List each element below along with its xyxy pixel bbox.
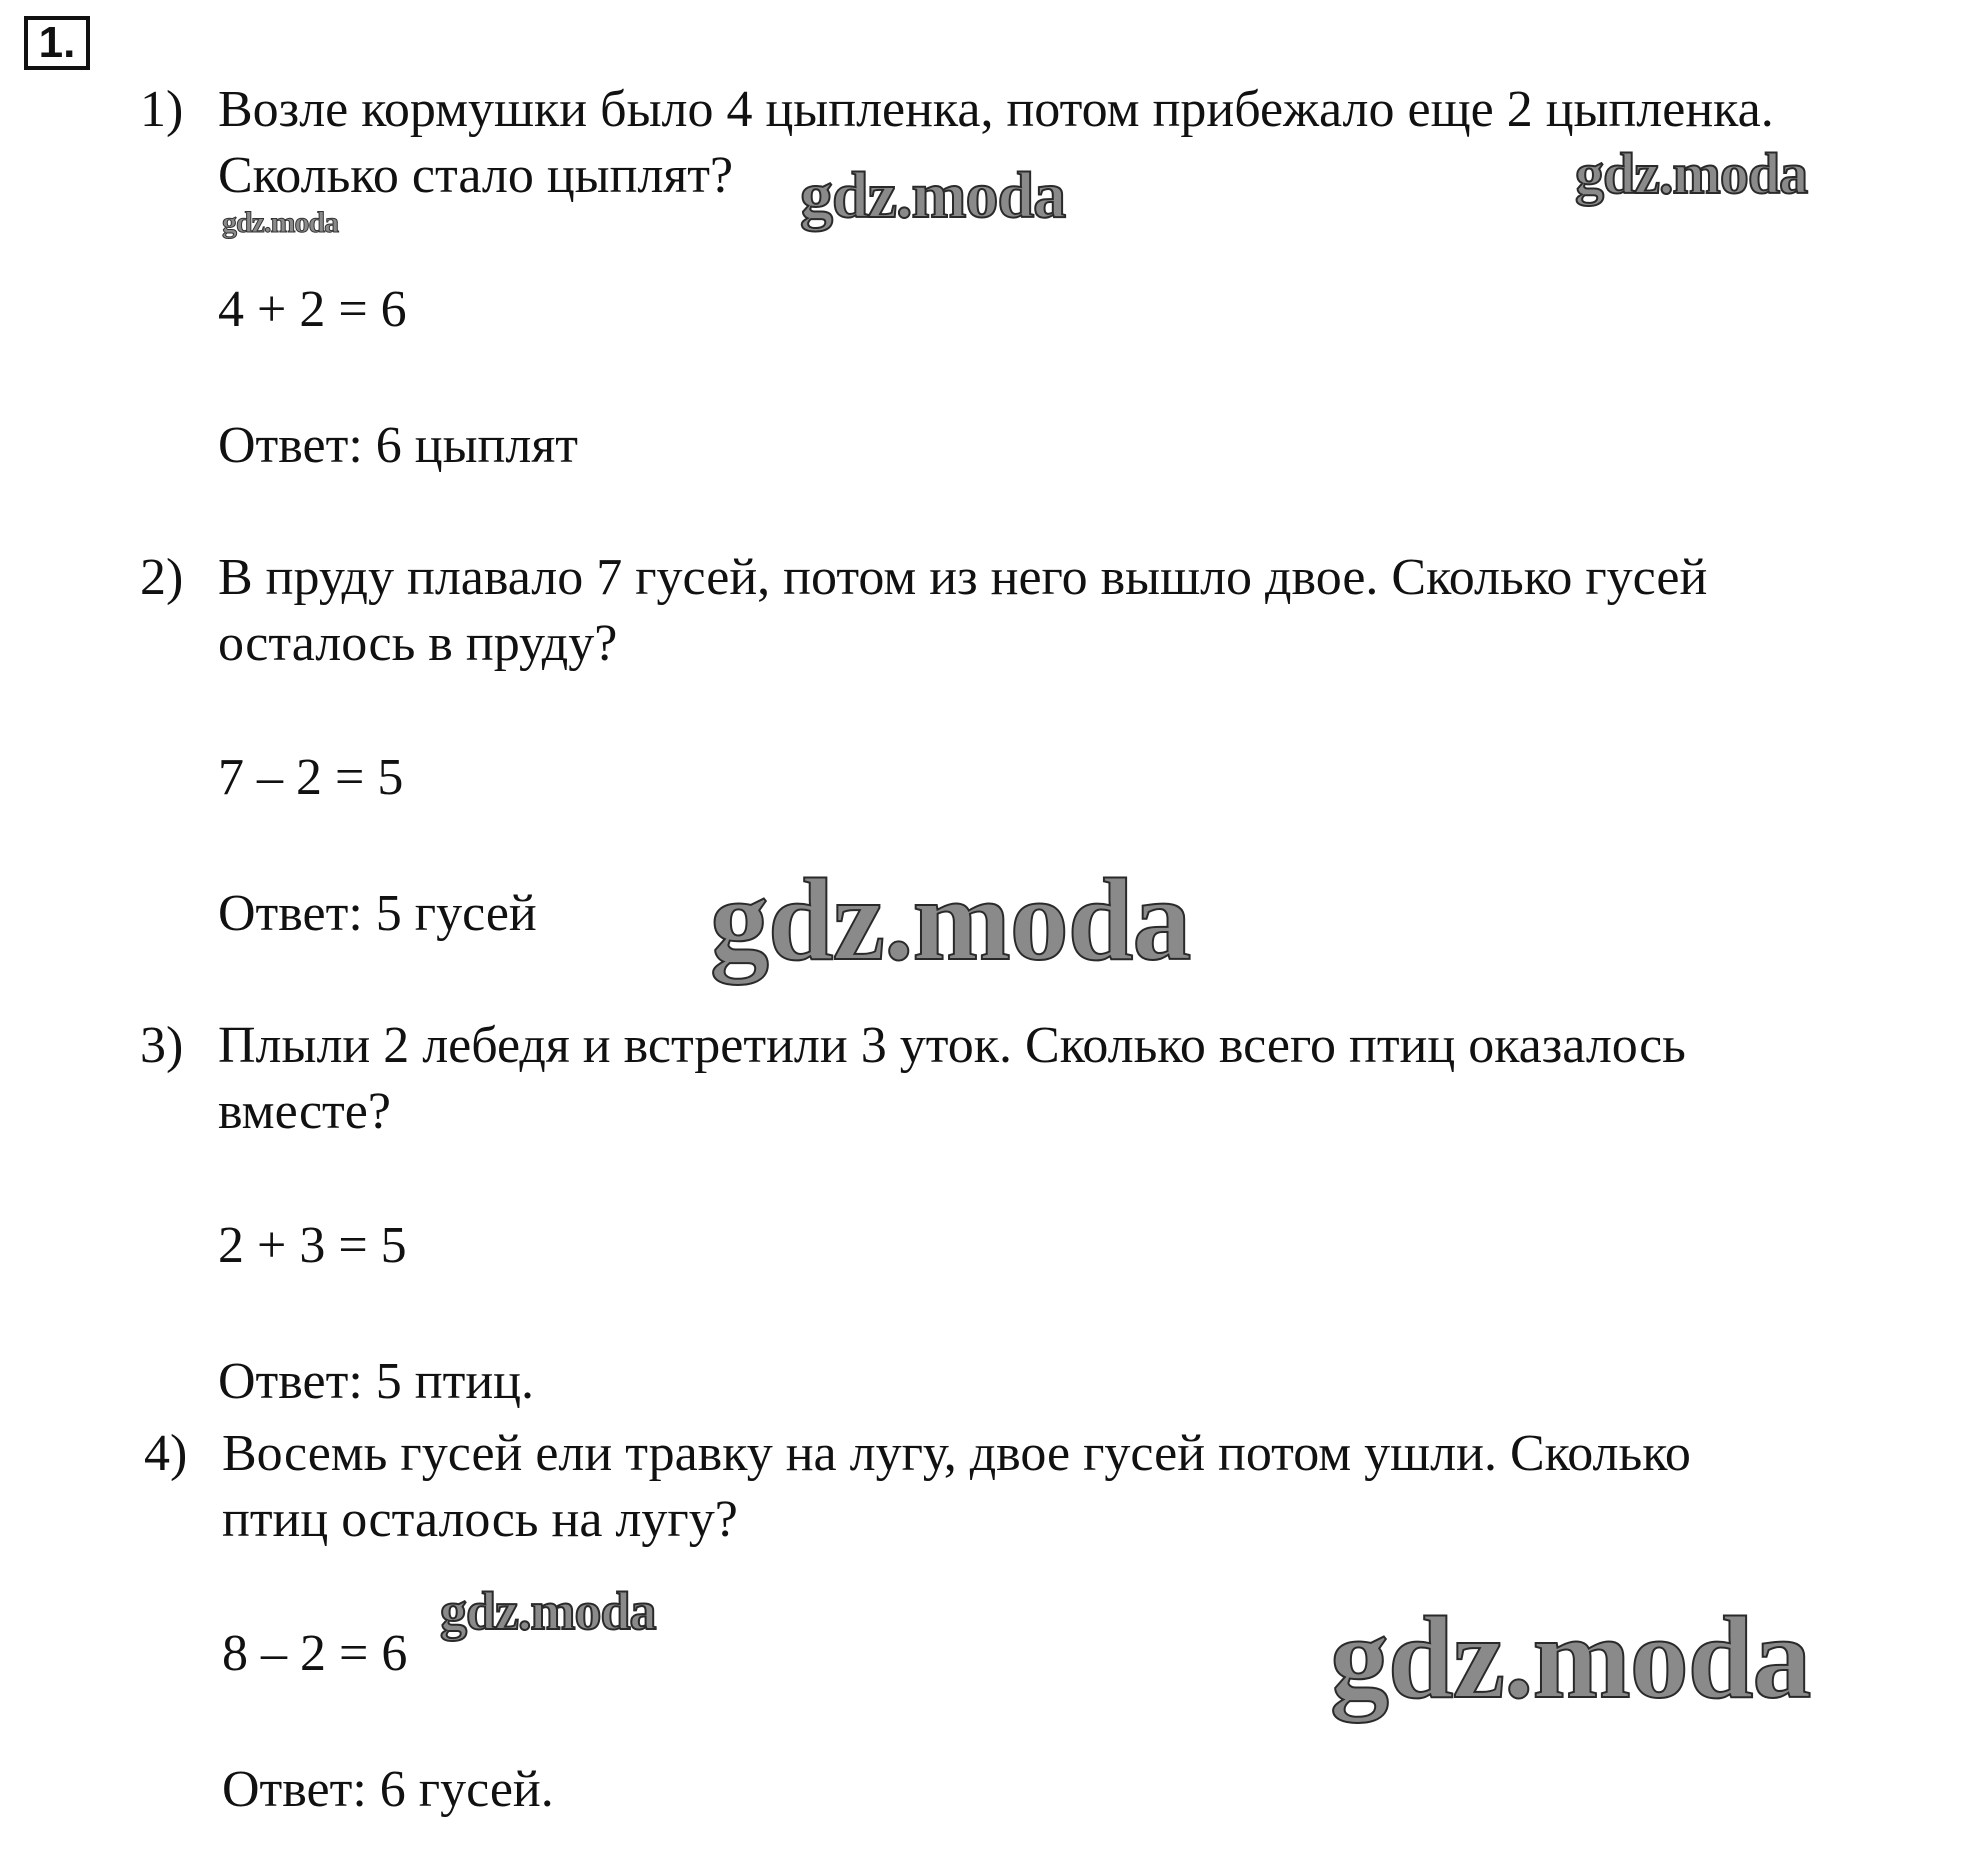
problem-1-question-line-1: Возле кормушки было 4 цыпленка, потом прибежало еще 2 цыпленка. <box>218 81 1774 138</box>
problem-1-answer: Ответ: 6 цыплят <box>218 417 578 474</box>
watermark: gdz.moda <box>1330 1592 1811 1723</box>
watermark: gdz.moda <box>440 1581 656 1641</box>
problem-1-number: 1) <box>140 81 184 138</box>
problem-4-question-line-1: Восемь гусей ели травку на лугу, двое гусей потом ушли. Сколько <box>222 1425 1691 1482</box>
problem-2-question-line-2: осталось в пруду? <box>218 615 618 672</box>
task-number-badge: 1. <box>24 16 90 70</box>
problem-3-question-line-2: вместе? <box>218 1083 391 1140</box>
problem-3-question-line-1: Плыли 2 лебедя и встретили 3 уток. Сколько всего птиц оказалось <box>218 1017 1686 1074</box>
problem-3-equation: 2 + 3 = 5 <box>218 1217 407 1274</box>
problem-4-number: 4) <box>144 1425 188 1482</box>
problem-2-equation: 7 – 2 = 5 <box>218 749 404 806</box>
problem-1-equation: 4 + 2 = 6 <box>218 281 407 338</box>
problem-2-question-line-1: В пруду плавало 7 гусей, потом из него вышло двое. Сколько гусей <box>218 549 1708 606</box>
problem-3-answer: Ответ: 5 птиц. <box>218 1353 534 1410</box>
problem-1-question-line-2: Сколько стало цыплят? <box>218 147 734 204</box>
problem-2-answer: Ответ: 5 гусей <box>218 885 537 942</box>
problem-4-answer: Ответ: 6 гусей. <box>222 1761 554 1818</box>
watermark: gdz.moda <box>800 159 1066 232</box>
watermark: gdz.moda <box>222 206 339 239</box>
watermark: gdz.moda <box>710 854 1191 985</box>
problem-3-number: 3) <box>140 1017 184 1074</box>
watermark: gdz.moda <box>1575 141 1808 206</box>
problem-4-equation: 8 – 2 = 6 <box>222 1625 408 1682</box>
problem-2-number: 2) <box>140 549 184 606</box>
problem-4-question-line-2: птиц осталось на лугу? <box>222 1491 738 1548</box>
